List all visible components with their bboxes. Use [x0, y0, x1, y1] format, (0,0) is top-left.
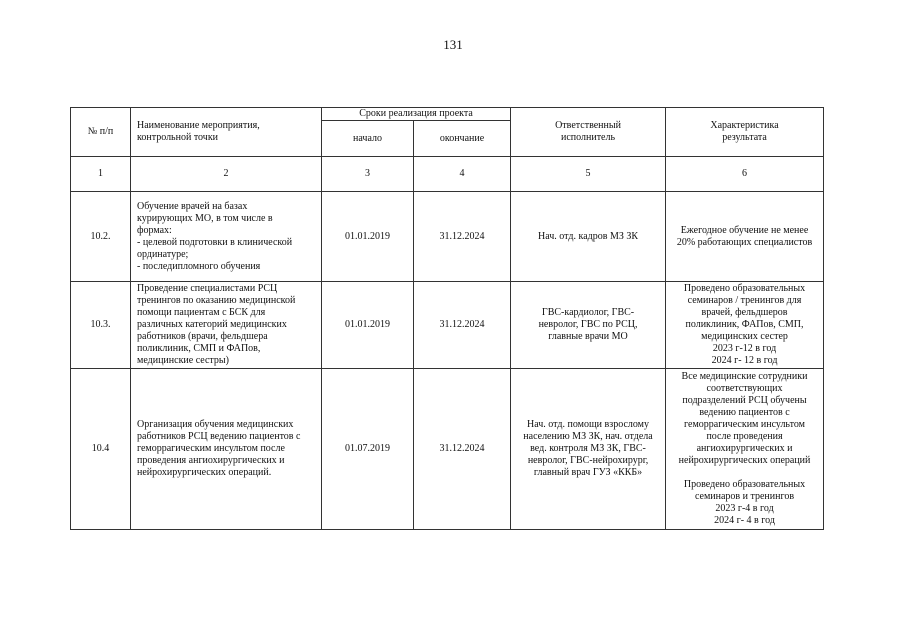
header-name: Наименование мероприятия, контрольной точки [131, 108, 322, 157]
page-number: 131 [443, 37, 463, 52]
row-end: 31.12.2024 [414, 282, 511, 369]
row-responsible: Нач. отд. помощи взрослому населению МЗ ЗК, нач. отдела вед. контроля МЗ ЗК, ГВС- невролог, ГВС-нейрохирург, главный врач ГУЗ «ККБ» [511, 369, 666, 530]
row-start: 01.01.2019 [322, 282, 414, 369]
row-num: 10.2. [71, 192, 131, 282]
header-row [71, 108, 824, 121]
row-name: Обучение врачей на базах курирующих МО, в том числе в формах: - целевой подготовки в клинической ординатуре; - последипломного обучения [131, 192, 322, 282]
header-terms: Сроки реализация проекта [322, 108, 511, 121]
row-result: Все медицинские сотрудники соответствующих подразделений РСЦ обучены ведению пациентов с геморрагическим инсультом после проведения ангиохирургических и нейрохирургических операций Проведено образовательных семинаров и тренингов 2023 г-4 в год 2024 г- 4 в год [666, 369, 824, 530]
row-responsible: ГВС-кардиолог, ГВС- невролог, ГВС по РСЦ, главные врачи МО [511, 282, 666, 369]
header-result: Характеристика результата [666, 108, 824, 157]
table-row [71, 369, 824, 530]
row-num: 10.4 [71, 369, 131, 530]
header-start: начало [322, 121, 414, 157]
column-number: 1 [71, 157, 131, 192]
row-responsible: Нач. отд. кадров МЗ ЗК [511, 192, 666, 282]
project-plan-table [70, 107, 824, 530]
column-number: 5 [511, 157, 666, 192]
row-start: 01.01.2019 [322, 192, 414, 282]
row-end: 31.12.2024 [414, 192, 511, 282]
column-number: 2 [131, 157, 322, 192]
header-end: окончание [414, 121, 511, 157]
row-start: 01.07.2019 [322, 369, 414, 530]
table-row [71, 192, 824, 282]
header-responsible: Ответственный исполнитель [511, 108, 666, 157]
column-numbers-row [71, 157, 824, 192]
column-number: 6 [666, 157, 824, 192]
row-name: Организация обучения медицинских работников РСЦ ведению пациентов с геморрагическим инсультом после проведения ангиохирургических и нейрохирургических операций. [131, 369, 322, 530]
column-number: 4 [414, 157, 511, 192]
row-end: 31.12.2024 [414, 369, 511, 530]
column-number: 3 [322, 157, 414, 192]
row-name: Проведение специалистами РСЦ тренингов по оказанию медицинской помощи пациентам с БСК для различных категорий медицинских работников (врачи, фельдшера поликлиник, СМП и ФАПов, медицинские сестры) [131, 282, 322, 369]
header-num: № п/п [71, 108, 131, 157]
row-num: 10.3. [71, 282, 131, 369]
table-row [71, 282, 824, 369]
row-result: Проведено образовательных семинаров / тренингов для врачей, фельдшеров поликлиник, ФАПов, СМП, медицинских сестер 2023 г-12 в год 2024 г- 12 в год [666, 282, 824, 369]
row-result: Ежегодное обучение не менее 20% работающих специалистов [666, 192, 824, 282]
